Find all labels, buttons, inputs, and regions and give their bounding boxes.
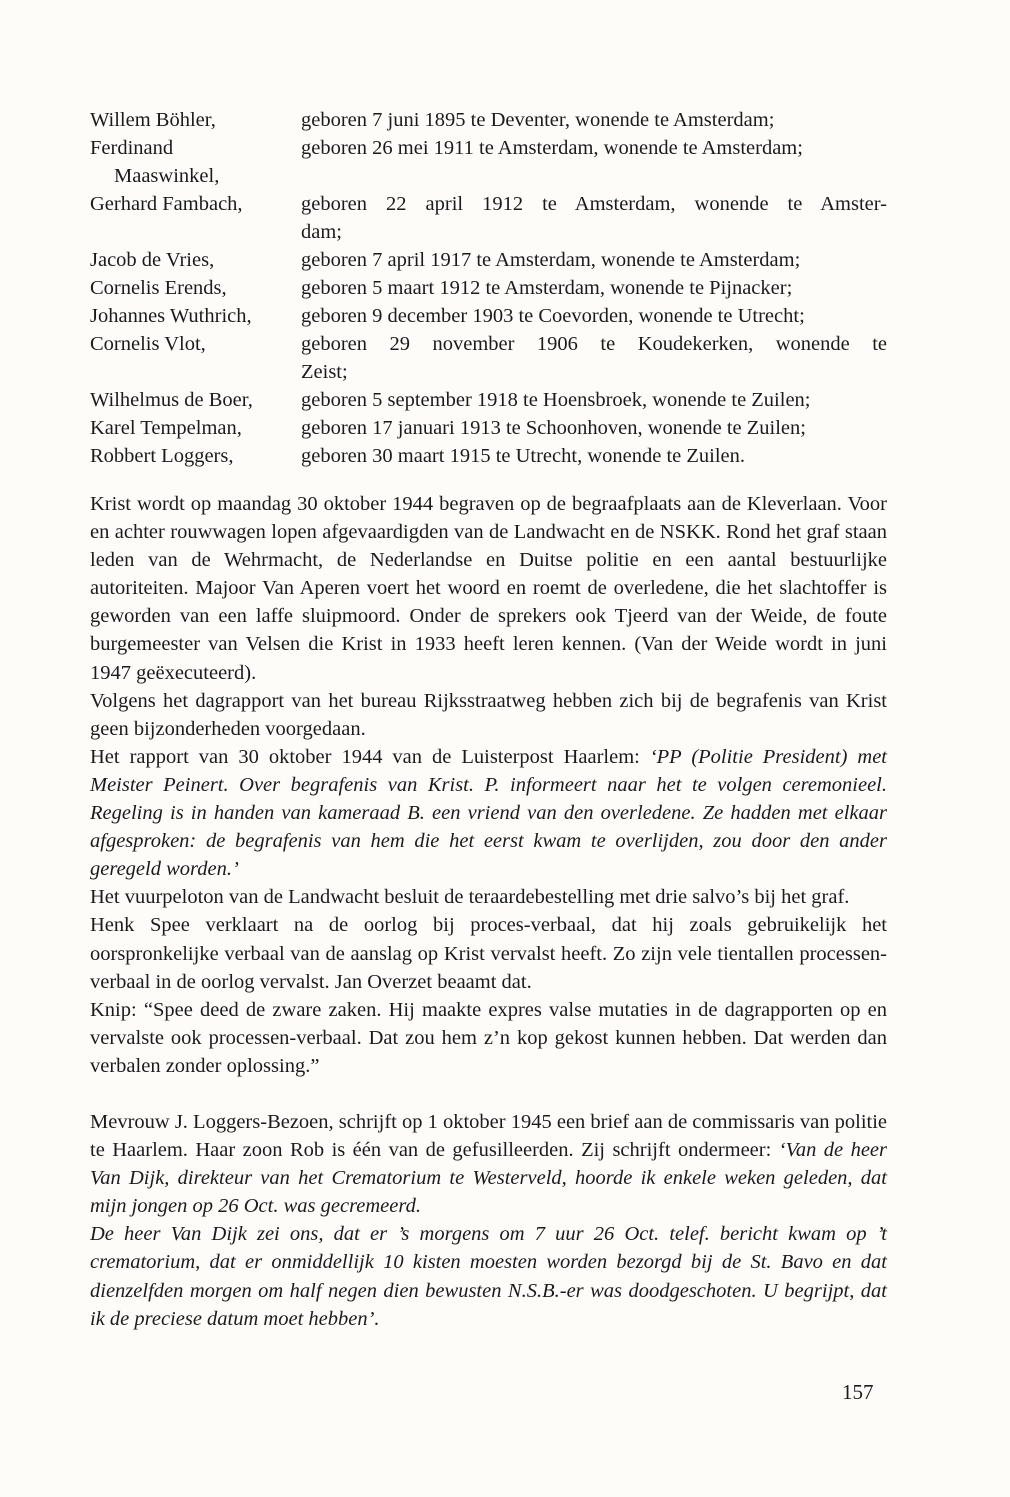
roster-name-line: Cornelis Erends, [90,277,227,299]
page-number: 157 [842,1380,874,1404]
roster-name-line: Cornelis Vlot, [90,333,206,355]
roster-detail [301,190,887,246]
roster-name [90,246,295,274]
roster-detail [301,330,887,386]
paragraph-luisterpost [90,743,887,883]
roster-detail-line: geboren 17 januari 1913 te Schoonhoven, wonende te Zuilen; [301,417,806,439]
roster-name [90,330,295,358]
roster-name-line: Johannes Wuthrich, [90,305,252,327]
roster-detail-line: geboren 29 november 1906 te Koudekerken, wonende te [301,333,887,355]
body-text [90,490,887,1333]
roster-name [90,134,295,190]
roster-name [90,414,295,442]
vandijk-quote: De heer Van Dijk zei ons, dat er ’s morgens om 7 uur 26 Oct. telef. bericht kwam op ’t crematorium, dat er onmiddellijk 10 kisten moesten worden bezorgd bij de St. Bavo en dat dienzelfden morgen om half negen dien bewusten N.S.B.-er was doodgeschoten. U begrijpt, dat ik de preciese datum moet hebben’. [90,1223,887,1330]
paragraph-spee: Henk Spee verklaart na de oorlog bij proces-verbaal, dat hij zoals gebruikelijk het oorspronkelijke verbaal van de aanslag op Krist vervalst heeft. Zo zijn vele tientallen processen-verbaal in de oorlog vervalst. Jan Overzet beaamt dat. [90,914,887,993]
roster-detail [301,386,887,414]
roster-detail-line: geboren 5 maart 1912 te Amsterdam, wonende te Pijnacker; [301,277,793,299]
roster-detail [301,134,887,162]
roster-name-line: Robbert Loggers, [90,445,234,467]
roster-detail-line: geboren 30 maart 1915 te Utrecht, wonende te Zuilen. [301,445,746,467]
roster-detail [301,414,887,442]
roster-name-line: Ferdinand [90,137,174,159]
roster-detail [301,442,887,470]
roster-detail-line: geboren 9 december 1903 te Coevorden, wonende te Utrecht; [301,305,805,327]
roster-detail-line: Zeist; [301,361,348,383]
roster-detail-line: geboren 7 april 1917 te Amsterdam, wonende te Amsterdam; [301,249,801,271]
roster-name [90,106,295,134]
roster-name [90,274,295,302]
loggers-quote: ‘Van de heer Van Dijk, direkteur van het Crematorium te Westerveld, hoorde ik enkele weken geleden, dat mijn jongen op 26 Oct. was gecremeerd. [90,1139,887,1218]
roster-name-line: Karel Tempelman, [90,417,242,439]
roster-name [90,190,295,218]
roster-name-line: Willem Böhler, [90,109,216,131]
roster-detail-line: geboren 5 september 1918 te Hoensbroek, wonende te Zuilen; [301,389,811,411]
roster-name-line: Gerhard Fambach, [90,193,243,215]
roster-detail-line: dam; [301,221,342,243]
roster-detail [301,302,887,330]
roster-detail-line: geboren 22 april 1912 te Amsterdam, wonende te Amster- [301,193,887,215]
paragraph-knip: Knip: “Spee deed de zware zaken. Hij maakte expres valse mutaties in de dagrapporten op en vervalste ook processen-verbaal. Dat zou hem z’n kop gekost kunnen hebben. Dat werden dan verbalen zonder oplossing.” [90,998,887,1077]
roster-name-line: Wilhelmus de Boer, [90,389,253,411]
luisterpost-lead: Het rapport van 30 oktober 1944 van de Luisterpost Haarlem: [90,745,650,768]
paragraph-dagrapport: Volgens het dagrapport van het bureau Rijksstraatweg hebben zich bij de begrafenis van Krist geen bijzonderheden voorgedaan. [90,689,887,740]
roster-detail-line: geboren 26 mei 1911 te Amsterdam, wonende te Amsterdam; [301,137,803,159]
roster-name [90,442,295,470]
roster-name [90,302,295,330]
roster-detail-line: geboren 7 juni 1895 te Deventer, wonende te Amsterdam; [301,109,775,131]
roster-name-line: Maaswinkel, [114,165,220,187]
luisterpost-quote: ‘PP (Politie President) met Meister Peinert. Over begrafenis van Krist. P. informeert naar het te volgen ceremonieel. Regeling is in handen van kameraad B. een vriend van den overledene. Ze hadden met elkaar afgesproken: de begrafenis van hem die het eerst kwam te overlijden, zou door den ander geregeld worden.’ [90,745,887,881]
roster-name [90,386,295,414]
paragraph-loggers [90,1108,887,1220]
roster-detail [301,274,887,302]
roster-detail [301,106,887,134]
roster-name-line: Jacob de Vries, [90,249,215,271]
paragraph-vandijk [90,1220,887,1332]
paragraph-vuurpeloton: Het vuurpeloton van de Landwacht besluit de teraardebestelling met drie salvo’s bij het graf. [90,886,850,909]
roster-detail [301,246,887,274]
loggers-lead: Mevrouw J. Loggers-Bezoen, schrijft op 1 oktober 1945 een brief aan de commissaris van politie te Haarlem. Haar zoon Rob is één van de gefusilleerden. Zij schrijft ondermeer: [90,1110,888,1162]
paragraph-burial: Krist wordt op maandag 30 oktober 1944 begraven op de begraafplaats aan de Kleverlaan. Voor en achter rouwwagen lopen afgevaardigden van de Landwacht en de NSKK. Rond het graf staan leden van de Wehrmacht, de Nederlandse en Duitse politie en een aantal bestuurlijke autoriteiten. Majoor Van Aperen voert het woord en roemt de overledene, die het slachtoffer is geworden van een laffe sluipmoord. Onder de sprekers ook Tjeerd van der Weide, de foute burgemeester van Velsen die Krist in 1933 heeft leren kennen. (Van der Weide wordt in juni 1947 geëxecuteerd). [90,493,887,684]
